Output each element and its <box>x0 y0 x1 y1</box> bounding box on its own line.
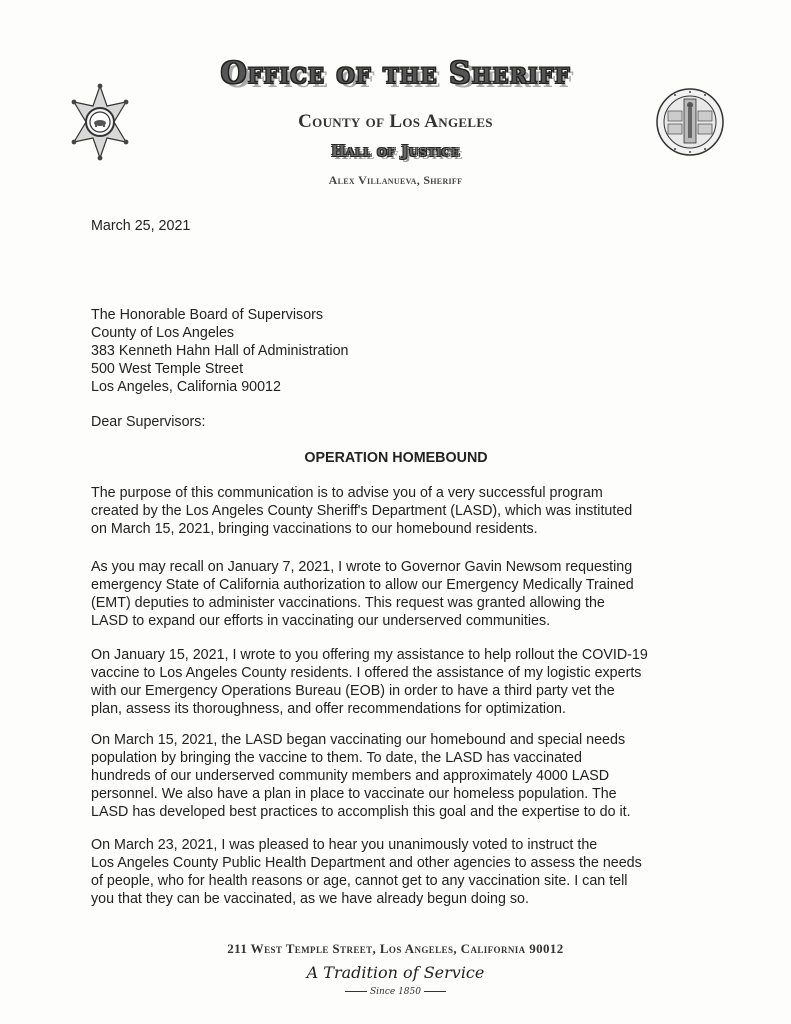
paragraph-line: with our Emergency Operations Bureau (EOB) in order to have a third party vet the <box>91 683 615 699</box>
paragraph-line: plan, assess its thoroughness, and offer recommendations for optimization. <box>91 701 566 717</box>
county-seal-icon <box>655 87 725 157</box>
paragraph-line: of people, who for health reasons or age, cannot get to any vaccination site. I can tell <box>91 873 628 889</box>
recipient-line: 500 West Temple Street <box>91 361 244 377</box>
letterhead-county: County of Los Angeles <box>298 111 493 132</box>
paragraph-line: LASD has developed best practices to accomplish this goal and the expertise to do it. <box>91 804 631 820</box>
recipient-line: 383 Kenneth Hahn Hall of Administration <box>91 343 349 359</box>
paragraph-line: hundreds of our underserved community members and approximately 4000 LASD <box>91 768 610 784</box>
paragraph-line: On March 15, 2021, the LASD began vaccinating our homebound and special needs <box>91 732 626 748</box>
paragraph-line: you that they can be vaccinated, as we have already begun doing so. <box>91 891 529 907</box>
letter-date: March 25, 2021 <box>91 218 191 234</box>
paragraph <box>91 646 731 718</box>
recipient-address <box>91 306 731 396</box>
paragraph-line: personnel. We also have a plan in place to vaccinate our homeless population. The <box>91 786 617 802</box>
paragraph-line: vaccine to Los Angeles County residents. I offered the assistance of my logistic experts <box>91 665 642 681</box>
recipient-line: The Honorable Board of Supervisors <box>91 307 324 323</box>
letterhead-title: Office of the Sheriff <box>220 56 571 91</box>
subject-heading: OPERATION HOMEBOUND <box>304 450 488 466</box>
paragraph-line: emergency State of California authorization to allow our Emergency Medically Trained <box>91 577 634 593</box>
paragraph <box>91 558 731 630</box>
paragraph-line: on March 15, 2021, bringing vaccinations to our homebound residents. <box>91 521 538 537</box>
swash-right-icon <box>424 991 446 992</box>
paragraph-line: created by the Los Angeles County Sheriff's Department (LASD), which was instituted <box>91 503 633 519</box>
paragraph-line: Los Angeles County Public Health Department and other agencies to assess the needs <box>91 855 642 871</box>
paragraph-line: On March 23, 2021, I was pleased to hear you unanimously voted to instruct the <box>91 837 598 853</box>
recipient-line: Los Angeles, California 90012 <box>91 379 281 395</box>
paragraph <box>91 731 731 821</box>
paragraph <box>91 484 731 538</box>
paragraph-line: population by bringing the vaccine to them. To date, the LASD has vaccinated <box>91 750 582 766</box>
paragraph-line: As you may recall on January 7, 2021, I wrote to Governor Gavin Newsom requesting <box>91 559 633 575</box>
paragraph-line: (EMT) deputies to administer vaccinations. This request was granted allowing the <box>91 595 605 611</box>
letterhead <box>0 0 791 200</box>
letterhead-building: Hall of Justice <box>331 142 460 160</box>
footer-since <box>0 986 791 998</box>
footer-address: 211 West Temple Street, Los Angeles, California 90012 <box>227 941 564 956</box>
paragraph-line: The purpose of this communication is to advise you of a very successful program <box>91 485 603 501</box>
paragraph <box>91 836 731 908</box>
recipient-line: County of Los Angeles <box>91 325 235 341</box>
paragraph-line: LASD to expand our efforts in vaccinating our underserved communities. <box>91 613 551 629</box>
letterhead-sheriff-name: Alex Villanueva, Sheriff <box>328 173 463 187</box>
swash-left-icon <box>345 991 367 992</box>
since-text: Since 1850 <box>370 987 421 997</box>
salutation: Dear Supervisors: <box>91 414 206 430</box>
paragraph-line: On January 15, 2021, I wrote to you offering my assistance to help rollout the COVID-19 <box>91 647 648 663</box>
footer-motto: A Tradition of Service <box>306 963 485 982</box>
